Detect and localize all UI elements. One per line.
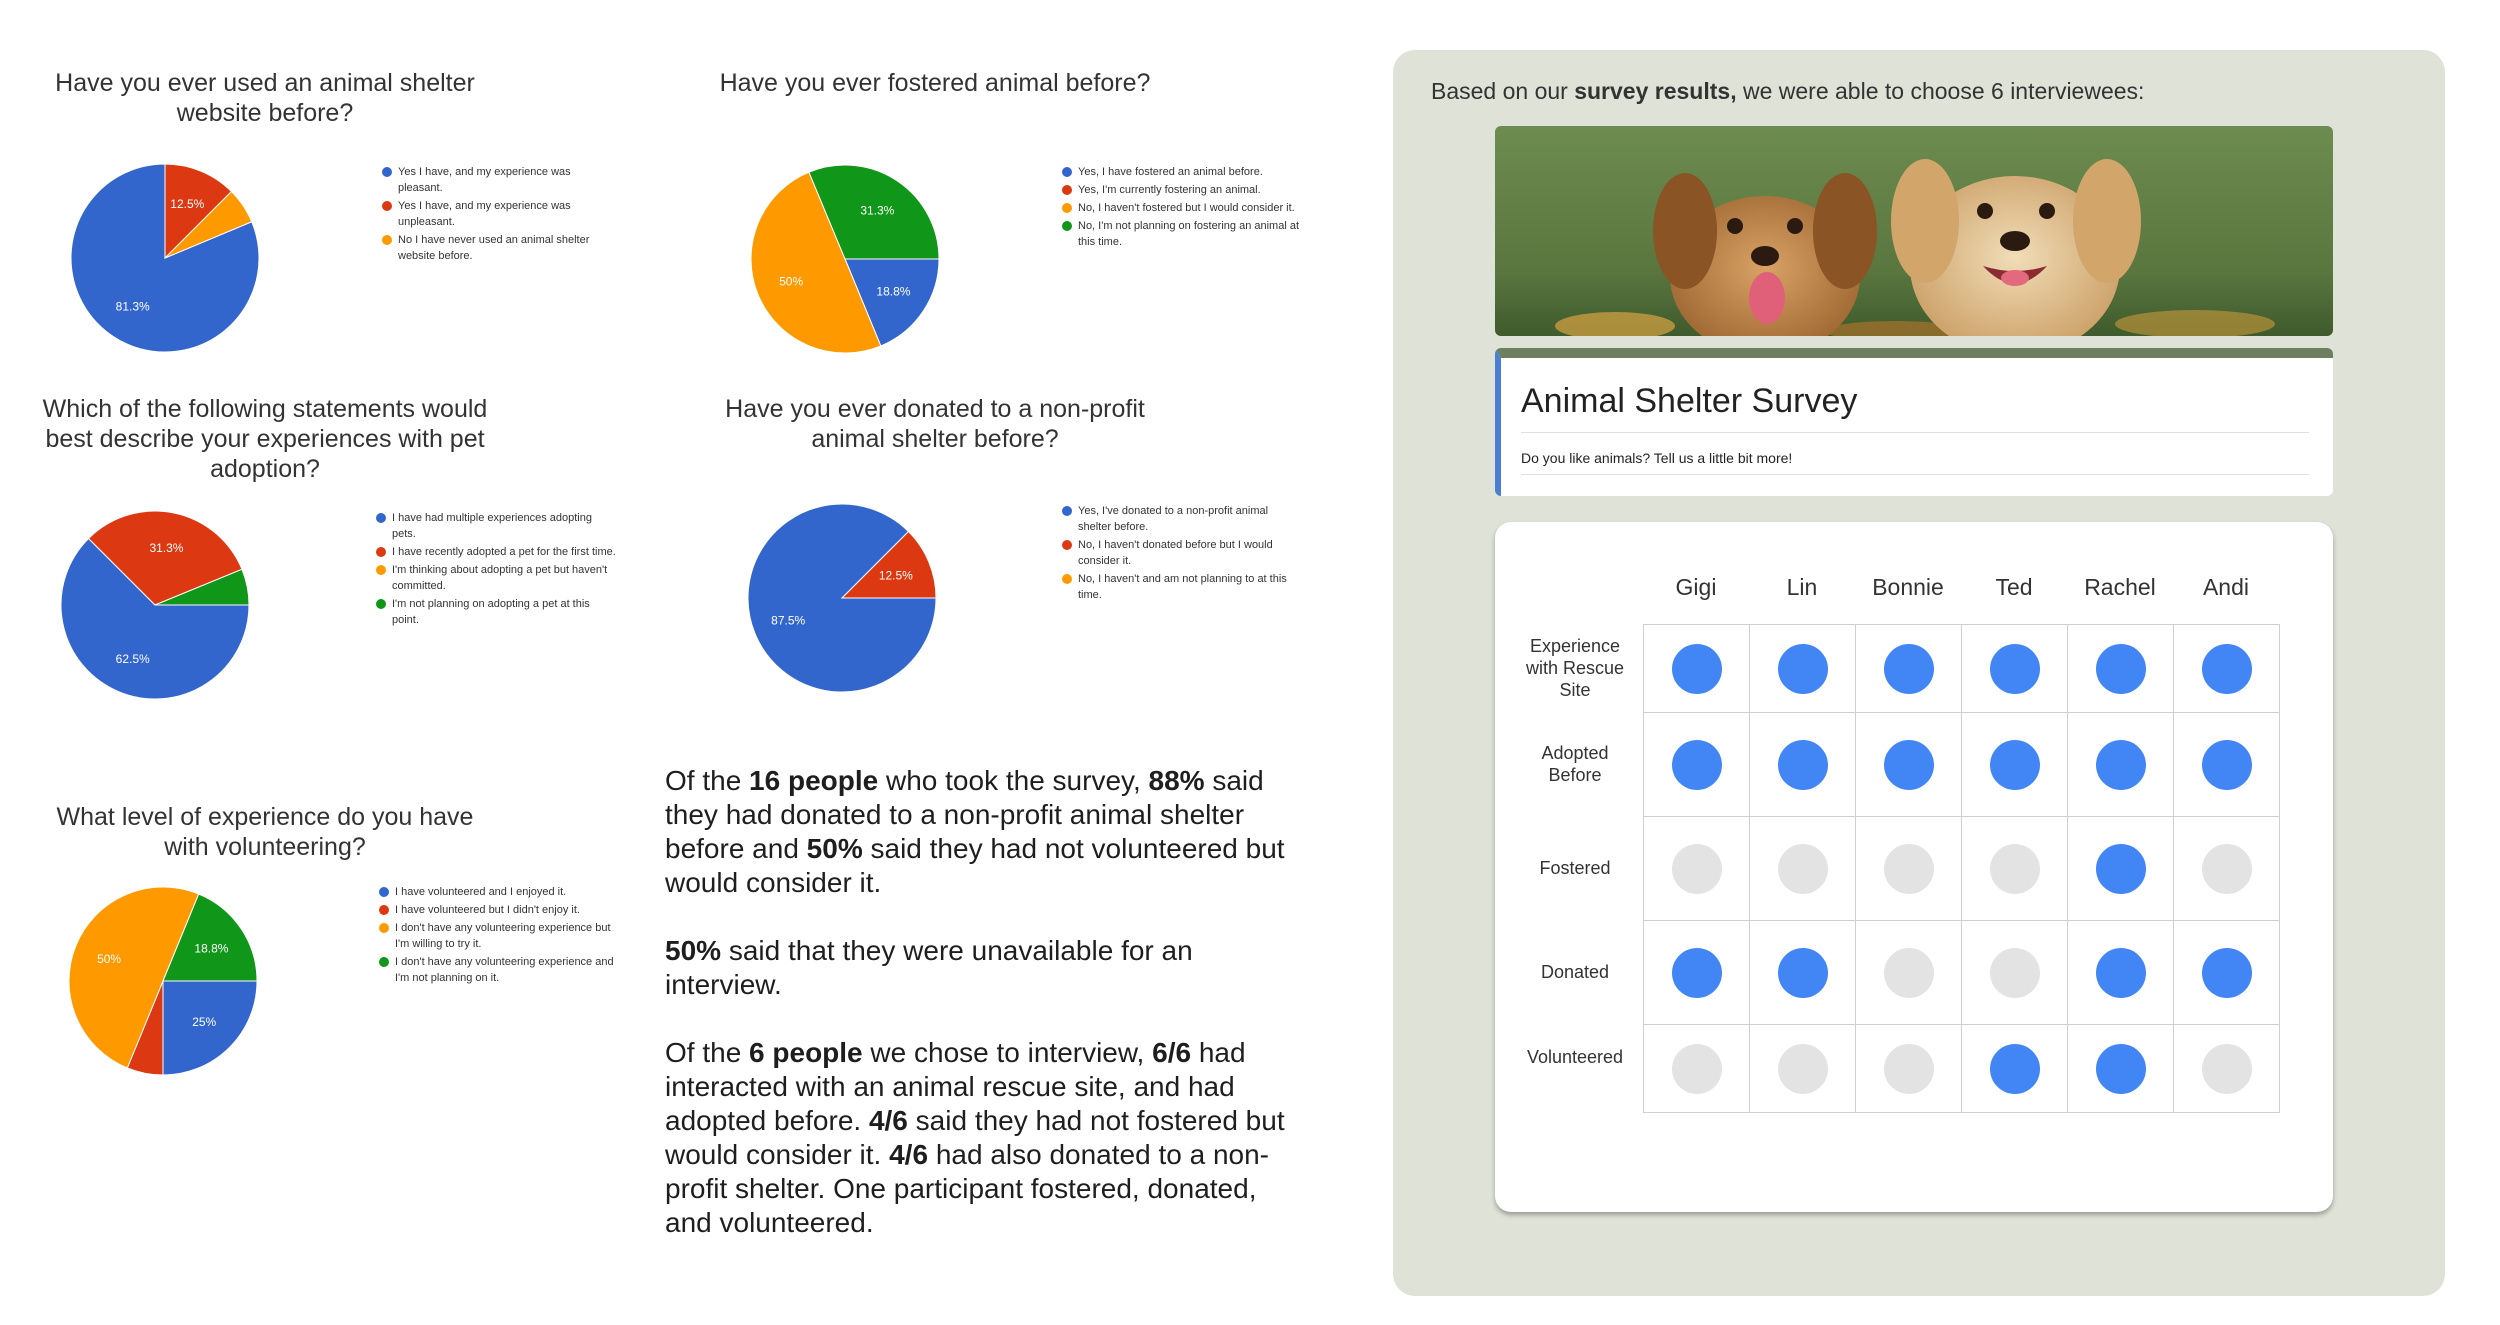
summary-text: had interacted with an animal rescue site, and had adopted before. bbox=[665, 1037, 1246, 1136]
legend-item bbox=[379, 920, 624, 952]
selected-dot bbox=[1990, 1044, 2040, 1094]
chart-title-volunteering: What level of experience do you have with volunteering? bbox=[56, 803, 474, 861]
puppies-banner-image bbox=[1495, 126, 2333, 336]
summary-highlight: 50% bbox=[665, 935, 722, 966]
legend-swatch bbox=[379, 905, 389, 915]
pie-chart-shelter-website bbox=[70, 163, 260, 353]
legend-item bbox=[1062, 218, 1302, 250]
legend-swatch bbox=[379, 887, 389, 897]
grid-cell bbox=[1749, 920, 1856, 1025]
row-header: Adopted Before bbox=[1541, 743, 1609, 785]
legend-donated bbox=[1062, 503, 1302, 605]
grid-cell bbox=[2173, 920, 2280, 1025]
unselected-dot bbox=[1884, 948, 1934, 998]
legend-item bbox=[382, 232, 617, 264]
summary-text: said that they were unavailable for an interview. bbox=[665, 935, 1193, 1000]
legend-shelter-website bbox=[382, 164, 617, 266]
summary-paragraph-1 bbox=[665, 764, 1305, 900]
legend-swatch bbox=[382, 235, 392, 245]
legend-swatch bbox=[376, 599, 386, 609]
unselected-dot bbox=[1884, 1044, 1934, 1094]
legend-swatch bbox=[382, 201, 392, 211]
legend-label: I'm thinking about adopting a pet but haven't committed. bbox=[392, 564, 608, 592]
legend-swatch bbox=[1062, 574, 1072, 584]
legend-swatch bbox=[382, 167, 392, 177]
legend-label: Yes, I've donated to a non-profit animal shelter before. bbox=[1078, 505, 1269, 533]
interviewee-grid bbox=[1495, 522, 2333, 1212]
pie-slice-label: 12.5% bbox=[878, 568, 913, 583]
grid-cell bbox=[1643, 920, 1750, 1025]
legend-label: No, I haven't donated before but I would consider it. bbox=[1078, 539, 1273, 567]
legend-label: I don't have any volunteering experience and I'm not planning on it. bbox=[395, 956, 614, 984]
legend-item bbox=[379, 884, 624, 900]
summary-text: Of the bbox=[665, 765, 750, 796]
unselected-dot bbox=[1672, 1044, 1722, 1094]
selected-dot bbox=[2202, 948, 2252, 998]
legend-item bbox=[1062, 164, 1302, 180]
legend-item bbox=[379, 954, 624, 986]
selected-dot bbox=[1672, 948, 1722, 998]
legend-item bbox=[382, 198, 617, 230]
grid-cell bbox=[2067, 712, 2174, 817]
chart-title-pet-adoption: Which of the following statements would best describe your experiences with pet adoption? bbox=[42, 395, 488, 483]
summary-highlight: 16 people bbox=[749, 765, 879, 796]
grid-cell bbox=[2173, 816, 2280, 921]
grid-cell bbox=[2067, 624, 2174, 713]
legend-pet-adoption bbox=[376, 510, 616, 630]
selected-dot bbox=[1672, 644, 1722, 694]
pie-slice-label: 81.3% bbox=[115, 299, 150, 314]
legend-swatch bbox=[376, 565, 386, 575]
legend-swatch bbox=[379, 923, 389, 933]
summary-highlight: 6/6 bbox=[1152, 1037, 1192, 1068]
chart-title-shelter-website: Have you ever used an animal shelter website before? bbox=[55, 69, 475, 127]
unselected-dot bbox=[2202, 844, 2252, 894]
legend-item bbox=[1062, 200, 1302, 216]
selected-dot bbox=[1990, 644, 2040, 694]
pie-chart-fostered bbox=[750, 164, 940, 354]
grid-cell bbox=[1961, 1024, 2068, 1113]
pie-slice-label: 50% bbox=[97, 951, 122, 966]
survey-summary bbox=[665, 764, 1305, 1274]
pie-slice-label: 62.5% bbox=[115, 651, 150, 666]
selected-dot bbox=[2096, 644, 2146, 694]
survey-form-header bbox=[1495, 348, 2333, 496]
grid-cell bbox=[1643, 1024, 1750, 1113]
row-header: Volunteered bbox=[1526, 1047, 1624, 1067]
legend-item bbox=[376, 596, 616, 628]
summary-highlight: 50% bbox=[806, 833, 863, 864]
unselected-dot bbox=[1778, 1044, 1828, 1094]
grid-cell bbox=[1961, 712, 2068, 817]
legend-swatch bbox=[1062, 185, 1072, 195]
column-header: Bonnie bbox=[1872, 574, 1944, 600]
grid-cell bbox=[1855, 712, 1962, 817]
legend-label: No, I haven't and am not planning to at this time. bbox=[1078, 573, 1287, 601]
unselected-dot bbox=[2202, 1044, 2252, 1094]
legend-label: I don't have any volunteering experience but I'm willing to try it. bbox=[395, 922, 611, 950]
selected-dot bbox=[1778, 948, 1828, 998]
pie-slice-label: 50% bbox=[779, 274, 804, 289]
grid-cell bbox=[1643, 712, 1750, 817]
pie-chart-pet-adoption bbox=[60, 510, 250, 700]
column-header: Lin bbox=[1786, 574, 1818, 600]
summary-paragraph-2 bbox=[665, 934, 1305, 1002]
grid-cell bbox=[1855, 816, 1962, 921]
legend-label: I have volunteered but I didn't enjoy it. bbox=[395, 904, 580, 916]
summary-text: said they had not volunteered but would consider it. bbox=[665, 833, 1285, 898]
grid-cell bbox=[2173, 624, 2280, 713]
panel-intro: Based on our survey results, we were able to choose 6 interviewees: bbox=[1431, 78, 2145, 104]
grid-cell bbox=[1749, 816, 1856, 921]
legend-label: Yes I have, and my experience was unpleasant. bbox=[398, 200, 571, 228]
selected-dot bbox=[2202, 644, 2252, 694]
summary-text: said they had donated to a non-profit animal shelter before and bbox=[665, 765, 1264, 864]
selected-dot bbox=[1990, 740, 2040, 790]
summary-paragraph-3 bbox=[665, 1036, 1305, 1240]
selected-dot bbox=[1778, 644, 1828, 694]
interviewee-panel bbox=[1393, 50, 2445, 1296]
grid-cell bbox=[1643, 624, 1750, 713]
legend-label: No, I'm not planning on fostering an animal at this time. bbox=[1078, 220, 1300, 248]
selected-dot bbox=[1672, 740, 1722, 790]
pie-slice-label: 18.8% bbox=[876, 284, 911, 299]
selected-dot bbox=[2202, 740, 2252, 790]
grid-cell bbox=[1961, 624, 2068, 713]
legend-label: Yes, I have fostered an animal before. bbox=[1078, 166, 1263, 178]
legend-item bbox=[379, 902, 624, 918]
pie-slice-label: 18.8% bbox=[194, 941, 229, 956]
legend-item bbox=[376, 510, 616, 542]
legend-label: Yes I have, and my experience was pleasant. bbox=[398, 166, 571, 194]
legend-label: No, I haven't fostered but I would consider it. bbox=[1078, 202, 1295, 214]
summary-highlight: 4/6 bbox=[889, 1139, 929, 1170]
legend-label: I have volunteered and I enjoyed it. bbox=[395, 886, 567, 898]
chart-title-donated: Have you ever donated to a non-profit animal shelter before? bbox=[725, 395, 1145, 453]
legend-swatch bbox=[1062, 506, 1072, 516]
column-header: Gigi bbox=[1675, 574, 1717, 600]
pie-slice-label: 25% bbox=[192, 1015, 217, 1030]
pie-slice-label: 31.3% bbox=[860, 203, 895, 218]
chart-title-fostered: Have you ever fostered animal before? bbox=[719, 69, 1151, 97]
summary-text: we chose to interview, bbox=[862, 1037, 1153, 1068]
summary-highlight: 4/6 bbox=[868, 1105, 908, 1136]
legend-swatch bbox=[1062, 203, 1072, 213]
grid-cell bbox=[1855, 624, 1962, 713]
legend-label: Yes, I'm currently fostering an animal. bbox=[1078, 184, 1261, 196]
legend-item bbox=[376, 562, 616, 594]
legend-item bbox=[1062, 571, 1302, 603]
unselected-dot bbox=[1990, 948, 2040, 998]
legend-volunteering bbox=[379, 884, 624, 988]
legend-item bbox=[1062, 503, 1302, 535]
legend-swatch bbox=[1062, 167, 1072, 177]
selected-dot bbox=[2096, 948, 2146, 998]
legend-swatch bbox=[376, 513, 386, 523]
legend-swatch bbox=[1062, 540, 1072, 550]
grid-cell bbox=[2067, 920, 2174, 1025]
legend-item bbox=[1062, 537, 1302, 569]
summary-text: Of the bbox=[665, 1037, 750, 1068]
legend-label: No I have never used an animal shelter website before. bbox=[398, 234, 590, 262]
pie-slice-label: 31.3% bbox=[149, 540, 184, 555]
column-header: Ted bbox=[1995, 574, 2033, 600]
selected-dot bbox=[1884, 740, 1934, 790]
grid-cell bbox=[1749, 712, 1856, 817]
form-divider bbox=[1521, 474, 2309, 475]
row-header: Experience with Rescue Site bbox=[1525, 636, 1625, 700]
summary-highlight: 88% bbox=[1148, 765, 1205, 796]
grid-cell bbox=[1855, 1024, 1962, 1113]
summary-text: said they had not fostered but would consider it. bbox=[665, 1105, 1285, 1170]
grid-cell bbox=[2173, 1024, 2280, 1113]
legend-label: I'm not planning on adopting a pet at this point. bbox=[392, 598, 590, 626]
form-description: Do you like animals? Tell us a little bit more! bbox=[1521, 450, 1793, 466]
summary-highlight: 6 people bbox=[749, 1037, 863, 1068]
summary-text: who took the survey, bbox=[878, 765, 1149, 796]
legend-item bbox=[376, 544, 616, 560]
legend-swatch bbox=[376, 547, 386, 557]
unselected-dot bbox=[1778, 844, 1828, 894]
unselected-dot bbox=[1672, 844, 1722, 894]
grid-cell bbox=[1961, 816, 2068, 921]
selected-dot bbox=[2096, 1044, 2146, 1094]
legend-item bbox=[382, 164, 617, 196]
grid-cell bbox=[2067, 816, 2174, 921]
legend-label: I have had multiple experiences adopting pets. bbox=[392, 512, 592, 540]
row-header: Donated bbox=[1540, 962, 1610, 982]
column-header: Rachel bbox=[2084, 574, 2156, 600]
selected-dot bbox=[1884, 644, 1934, 694]
legend-swatch bbox=[1062, 221, 1072, 231]
row-header: Fostered bbox=[1539, 858, 1611, 878]
unselected-dot bbox=[1884, 844, 1934, 894]
unselected-dot bbox=[1990, 844, 2040, 894]
grid-cell bbox=[1749, 624, 1856, 713]
legend-swatch bbox=[379, 957, 389, 967]
grid-cell bbox=[1643, 816, 1750, 921]
grid-cell bbox=[2067, 1024, 2174, 1113]
pie-slice-label: 12.5% bbox=[170, 197, 205, 212]
form-title: Animal Shelter Survey bbox=[1521, 382, 1858, 420]
pie-chart-donated bbox=[747, 503, 937, 693]
legend-fostered bbox=[1062, 164, 1302, 252]
summary-text: had also donated to a non-profit shelter. One participant fostered, donated, and volunteered. bbox=[665, 1139, 1269, 1238]
legend-label: I have recently adopted a pet for the first time. bbox=[392, 546, 616, 558]
legend-item bbox=[1062, 182, 1302, 198]
pie-slice-label: 87.5% bbox=[771, 613, 806, 628]
form-divider bbox=[1521, 432, 2309, 433]
column-header: Andi bbox=[2202, 574, 2250, 600]
grid-cell bbox=[1961, 920, 2068, 1025]
grid-cell bbox=[1855, 920, 1962, 1025]
grid-cell bbox=[2173, 712, 2280, 817]
selected-dot bbox=[1778, 740, 1828, 790]
pie-chart-volunteering bbox=[68, 886, 258, 1076]
grid-cell bbox=[1749, 1024, 1856, 1113]
selected-dot bbox=[2096, 740, 2146, 790]
selected-dot bbox=[2096, 844, 2146, 894]
